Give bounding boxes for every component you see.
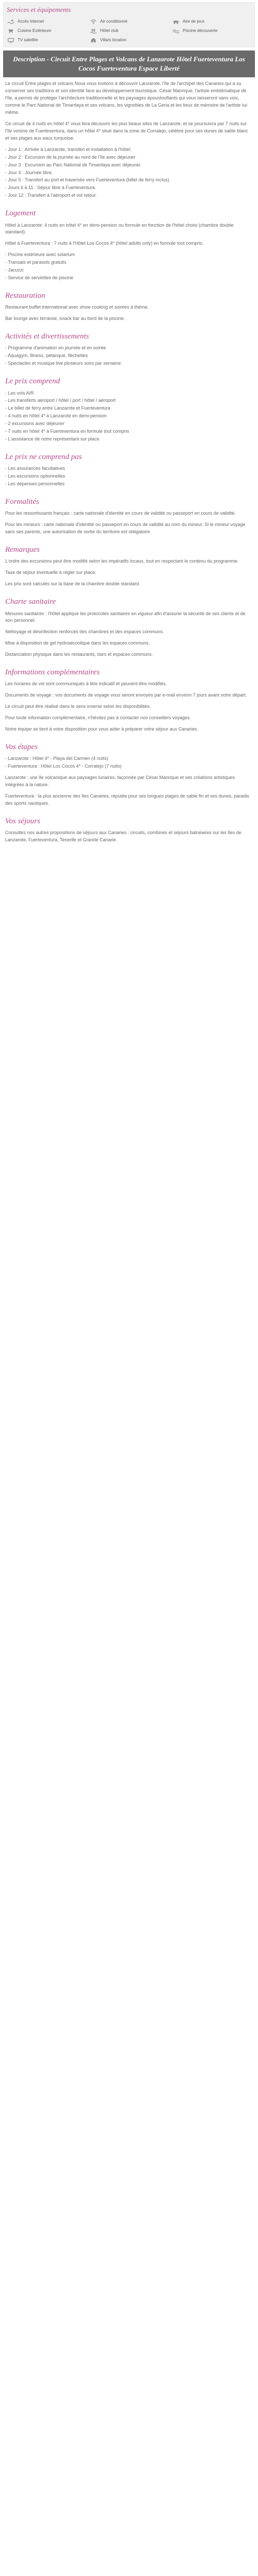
service-label: Aire de jeux — [183, 19, 205, 24]
service-label: Villa/s location — [100, 37, 126, 42]
lodging-heading: Logement — [5, 209, 36, 218]
packages-list — [5, 755, 253, 770]
about2-section — [5, 715, 253, 733]
list-item: - Les excursions optionnelles — [5, 473, 66, 479]
about-paragraph: Le circuit peut être réalisé dans le sens inverse selon les disponibilités. — [5, 704, 151, 709]
prices-paragraph: Consultez nos autres propositions de séjours aux Canaries : circuits, combinés et séjours balnéaires sur les îles de Lanzarote, Fuerteventura, Tenerife et Grande Canarie. — [5, 830, 241, 843]
cgv-paragraph: Mise à disposition de gel hydroalcoolique dans les espaces communs. — [5, 640, 150, 646]
description-section — [5, 80, 253, 142]
main-content — [0, 77, 258, 853]
list-item: - Jour 12 : Transfert à l'aéroport et vol retour. — [5, 193, 97, 198]
sanitary-heading: Charte sanitaire — [5, 598, 56, 606]
formalities-heading: Formalités — [5, 498, 39, 506]
service-item — [7, 18, 86, 25]
list-item: - Jacuzzi — [5, 267, 24, 273]
services-title: Services et équipements — [7, 6, 71, 13]
shield-icon — [89, 37, 98, 44]
formalities-paragraph: Pour les ressortissants français : carte nationale d'identité en cours de validité ou passeport en cours de validité. — [5, 511, 236, 516]
meals-paragraph: Bar lounge avec terrasse, snack bar au bord de la piscine. — [5, 316, 125, 321]
service-label: Air conditionné — [100, 19, 127, 24]
description-title: Description - Circuit Entre Plages et Volcans de Lanzarote Hôtel Fuerteventura Los Cocos Fuerteventura Espace Liberté — [13, 55, 245, 72]
pool-list — [5, 251, 253, 282]
service-item — [172, 18, 251, 25]
cgv-paragraph: Distanciation physique dans les restaurants, bars et espaces communs. — [5, 652, 153, 657]
service-label: Cuisine Extérieure — [18, 28, 52, 33]
packages-heading: Vos étapes — [5, 743, 38, 752]
activities-heading: Activités et divertissements — [5, 332, 89, 341]
cgv-paragraph: Nettoyage et désinfection renforcés des chambres et des espaces communs. — [5, 629, 164, 635]
sea-view-icon — [7, 18, 15, 25]
list-item: - Fuerteventura : Hôtel Los Cocos 4* - Corralejo (7 nuits) — [5, 764, 122, 769]
service-label: TV satellite — [18, 37, 38, 42]
description-paragraph: Ce circuit de 4 nuits en hôtel 4* vous fera découvrir les plus beaux sites de Lanzarote, et se poursuivra par 7 nuits sur l'île voisine de Fuerteventura, dans un hôtel 4* situé dans la zone de Corralejo, célèbre pour ses dunes de sable blanc et ses plages aux eaux turquoise. — [5, 121, 248, 141]
tv-icon — [7, 37, 15, 44]
list-item: - Piscine extérieure avec solarium — [5, 252, 75, 258]
service-label: Hôtel club — [100, 28, 119, 33]
included-section — [5, 390, 253, 444]
service-label: Piscine découverte — [183, 28, 218, 33]
not_included-list — [5, 465, 253, 488]
service-item — [7, 27, 86, 35]
service-item — [89, 37, 169, 44]
list-item: - 2 excursions avec déjeuner — [5, 421, 65, 427]
about-paragraph: Les horaires de vol sont communiqués à titre indicatif et peuvent être modifiés. — [5, 681, 167, 687]
packages-section — [5, 755, 253, 770]
list-item: - Lanzarote : Hôtel 4* - Playa del Carmen (4 nuits) — [5, 756, 108, 761]
activities-section — [5, 345, 253, 367]
about-paragraph: Documents de voyage : vos documents de voyage vous seront envoyés par e-mail environ 7 jours avant votre départ. — [5, 692, 247, 698]
remarks-section — [5, 558, 253, 588]
not-included-section — [5, 465, 253, 488]
list-item: - Les vols A/R — [5, 390, 34, 396]
remarks-heading: Remarques — [5, 546, 40, 554]
list-item: - 7 nuits en hôtel 4* à Fuerteventura en formule tout compris — [5, 429, 130, 434]
service-item — [172, 27, 251, 35]
pool-icon — [89, 27, 98, 35]
list-item: - Jour 4 : Journée libre. — [5, 170, 53, 175]
service-item — [89, 27, 169, 35]
list-item: - Spectacles et musique live plusieurs soirs par semaine — [5, 361, 121, 366]
itinerary-section — [5, 146, 253, 200]
meals-paragraph: Restaurant buffet international avec show cooking et soirées à thème. — [5, 304, 149, 310]
list-item: - Programme d'animation en journée et en soirée — [5, 345, 106, 351]
description-ribbon — [3, 50, 255, 77]
list-item: - Jour 3 : Excursion au Parc National de Timanfaya avec déjeuner. — [5, 162, 142, 167]
remarks-paragraph: Taxe de séjour éventuelle à régler sur place. — [5, 570, 96, 575]
about2-paragraph: Pour toute information complémentaire, n'hésitez pas à contacter nos conseillers voyages. — [5, 715, 191, 721]
list-item: - Aquagym, fitness, pétanque, fléchettes — [5, 353, 88, 359]
itinerary-list — [5, 146, 253, 200]
list-item: - Les transferts aéroport / hôtel / port / hôtel / aéroport — [5, 398, 116, 403]
list-item: - L'assistance de notre représentant sur place — [5, 436, 100, 442]
not-included-heading: Le prix ne comprend pas — [5, 453, 82, 462]
about2-paragraph: Notre équipe se tient à votre disposition pour vous aider à préparer votre séjour aux Canaries. — [5, 726, 199, 732]
services-grid — [7, 18, 251, 44]
services-panel — [3, 2, 255, 47]
list-item: - Service de serviettes de piscine — [5, 275, 74, 281]
lodging-paragraph: Hôtel à Fuerteventura : 7 nuits à l'Hôtel Los Cocos 4* (hôtel adults only) en formule tout compris. — [5, 241, 204, 246]
regions-section — [5, 774, 253, 807]
list-item: - Jours 6 à 11 : Séjour libre à Fuerteventura. — [5, 185, 96, 191]
list-item: - Les assurances facultatives — [5, 466, 66, 471]
description-paragraph: Le circuit Entre plages et volcans Nous vous invitons à découvrir Lanzarote, l'île de l'archipel des Canaries qui a su conserver ses traditions et son identité face au développement touristique. César Manrique, l'artiste emblématique de l'île, a permis de protéger l'architecture traditionnelle et les paysages époustouflants qui vous laisseront sans voix, comme le Parc National de Timanfaya et ses volcans, les vignobles de La Geria et les lieux de mémoire de l'artiste lui-même. — [5, 81, 248, 115]
sanitary-section — [5, 611, 253, 659]
included-heading: Le prix comprend — [5, 377, 60, 386]
about-heading: Informations complémentaires — [5, 668, 100, 677]
lodging-section — [5, 222, 253, 248]
regions-paragraph: Fuerteventura : la plus ancienne des îles Canaries, réputée pour ses longues plages de sable fin et ses dunes, paradis des sports nautiques. — [5, 793, 249, 806]
remarks-paragraph: L'ordre des excursions peut être modifié selon les impératifs locaux, tout en respectant le contenu du programme. — [5, 558, 239, 564]
formalities-section — [5, 510, 253, 536]
list-item: - Les dépenses personnelles — [5, 481, 65, 487]
list-item: - Transats et parasols gratuits — [5, 260, 67, 265]
wave-pool-icon — [172, 27, 180, 35]
formalities-paragraph: Pour les mineurs : carte nationale d'identité ou passeport en cours de validité au nom du mineur. Si le mineur voyage sans ses parents, une autorisation de sortie du territoire est obligatoire. — [5, 522, 246, 535]
prices-heading: Vos séjours — [5, 817, 40, 826]
wifi-icon — [89, 18, 98, 25]
meals-heading: Restauration — [5, 292, 45, 300]
pool-section — [5, 251, 253, 282]
bbq-icon — [7, 27, 15, 35]
meals-section — [5, 304, 253, 323]
about-section — [5, 681, 253, 710]
remarks-paragraph: Les prix sont calculés sur la base de la chambre double standard. — [5, 581, 140, 587]
activities-list — [5, 345, 253, 367]
lodging-paragraph: Hôtel à Lanzarote: 4 nuits en hôtel 4* en demi-pension ou formule en fonction de l'hôtel choisi (chambre double standard). — [5, 222, 234, 235]
list-item: - Le billet de ferry entre Lanzarote et Fuerteventura — [5, 405, 110, 411]
car-icon — [172, 18, 180, 25]
list-item: - Jour 1 : Arrivée à Lanzarote, transfert et installation à l'hôtel. — [5, 146, 132, 152]
list-item: - 4 nuits en hôtel 4* à Lanzarote en demi-pension — [5, 413, 107, 419]
cgv-paragraph: Mesures sanitaires : l'hôtel applique les protocoles sanitaires en vigueur afin d'assurer la sécurité de ses clients et de son personnel. — [5, 611, 246, 623]
prices-section — [5, 829, 253, 844]
list-item: - Jour 5 : Transfert au port et traversée vers Fuerteventura (billet de ferry inclus). — [5, 177, 171, 183]
service-item — [89, 18, 169, 25]
list-item: - Jour 2 : Excursion de la journée au nord de l'île avec déjeuner. — [5, 154, 137, 160]
service-label: Accès Internet — [18, 19, 44, 24]
service-item — [7, 37, 86, 44]
page — [0, 0, 258, 853]
regions-paragraph: Lanzarote : une île volcanique aux paysages lunaires, façonnée par César Manrique et ses créations artistiques intégrées à la nature. — [5, 775, 235, 788]
included-list — [5, 390, 253, 444]
